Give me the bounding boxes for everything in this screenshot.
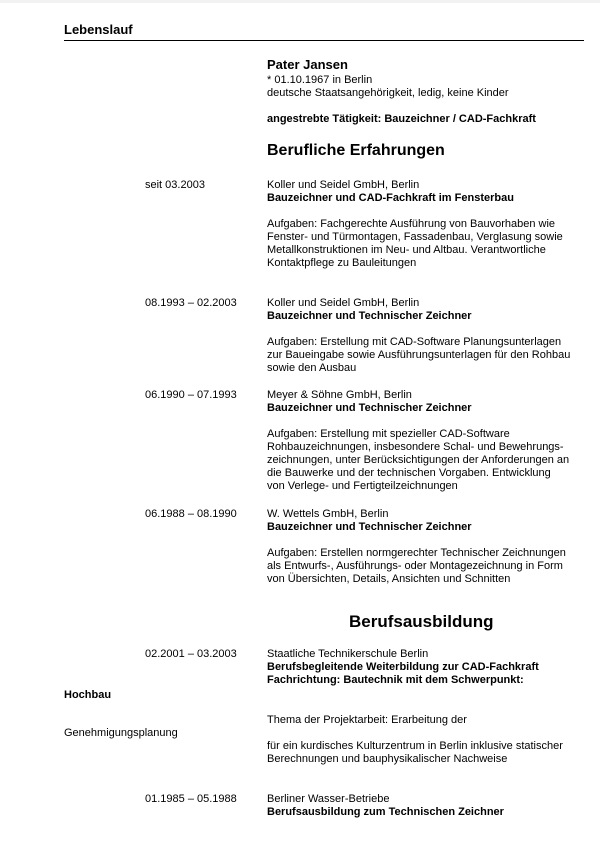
tasks [267,428,592,493]
experience-date: seit 03.2003 [145,179,205,191]
experience-date: 08.1993 – 02.2003 [145,297,237,309]
company: Koller und Seidel GmbH, Berlin [267,179,420,191]
school: Berliner Wasser-Betriebe [267,793,390,805]
role: Bauzeichner und CAD-Fachkraft im Fensterbau [267,192,514,204]
project-line: Berechnungen und bauphysikalischer Nachweise [267,753,508,765]
person-birth: * 01.10.1967 in Berlin [267,74,373,86]
company: W. Wettels GmbH, Berlin [267,508,389,520]
education-date: 02.2001 – 03.2003 [145,648,237,660]
task-line: zeichnungen, unter Berücksichtigungen der Anforderungen an [267,454,570,466]
project-line: für ein kurdisches Kulturzentrum in Berlin inklusive statischer [267,740,563,752]
task-line: von Übersichten, Details, Ansichten und Schnitten [267,573,511,585]
target-job: angestrebte Tätigkeit: Bauzeichner / CAD-Fachkraft [267,113,536,125]
task-line: die Bauwerke und der technischen Vorgaben. Entwicklung [267,467,551,479]
tasks [267,336,592,375]
company: Meyer & Söhne GmbH, Berlin [267,389,412,401]
experience-date: 06.1990 – 07.1993 [145,389,237,401]
program-line: Fachrichtung: Bautechnik mit dem Schwerpunkt: [267,674,524,686]
project-title: Thema der Projektarbeit: Erarbeitung der [267,714,467,726]
education-entry [267,648,592,687]
overflow-text: Genehmigungsplanung [64,727,178,739]
role: Bauzeichner und Technischer Zeichner [267,402,472,414]
heading-rule [64,40,584,41]
school: Staatliche Technikerschule Berlin [267,648,429,660]
company: Koller und Seidel GmbH, Berlin [267,297,420,309]
program-line: Berufsausbildung zum Technischen Zeichner [267,806,504,818]
page-top-edge [0,0,600,3]
task-line: Aufgaben: Erstellen normgerechter Technischer Zeichnungen [267,547,566,559]
task-line: Rohbauzeichnungen, insbesondere Schal- und Bewehrungs- [267,441,564,453]
page-heading: Lebenslauf [64,22,133,37]
task-line: Metallkonstruktionen im Neu- und Altbau. Verantwortliche [267,244,546,256]
task-line: als Entwurfs-, Ausführungs- oder Montagezeichnung in Form [267,560,563,572]
education-title: Berufsausbildung [349,612,494,631]
experience-title: Berufliche Erfahrungen [267,142,445,159]
task-line: Aufgaben: Erstellung mit spezieller CAD-Software [267,428,510,440]
experience-date: 06.1988 – 08.1990 [145,508,237,520]
task-line: Fenster- und Türmontagen, Fassadenbau, Verglasung sowie [267,231,563,243]
experience-entry [267,389,592,493]
role: Bauzeichner und Technischer Zeichner [267,521,472,533]
overflow-text-bold: Hochbau [64,689,112,701]
task-line: Aufgaben: Fachgerechte Ausführung von Bauvorhaben wie [267,218,556,230]
task-line: Kontaktpflege zu Bauleitungen [267,257,417,269]
task-line: sowie den Ausbau [267,362,357,374]
task-line: Aufgaben: Erstellung mit CAD-Software Planungsunterlagen [267,336,562,348]
tasks [267,218,592,270]
task-line: zur Baueingabe sowie Ausführungsunterlagen für den Rohbau [267,349,571,361]
education-entry [267,793,592,819]
experience-entry [267,297,592,375]
person-name: Pater Jansen [267,57,348,72]
task-line: von Verlege- und Fertigteilzeichnungen [267,480,458,492]
person-details: deutsche Staatsangehörigkeit, ledig, keine Kinder [267,87,509,99]
tasks [267,547,592,586]
program-line: Berufsbegleitende Weiterbildung zur CAD-Fachkraft [267,661,539,673]
experience-entry [267,179,592,270]
role: Bauzeichner und Technischer Zeichner [267,310,472,322]
education-date: 01.1985 – 05.1988 [145,793,237,805]
experience-entry [267,508,592,586]
